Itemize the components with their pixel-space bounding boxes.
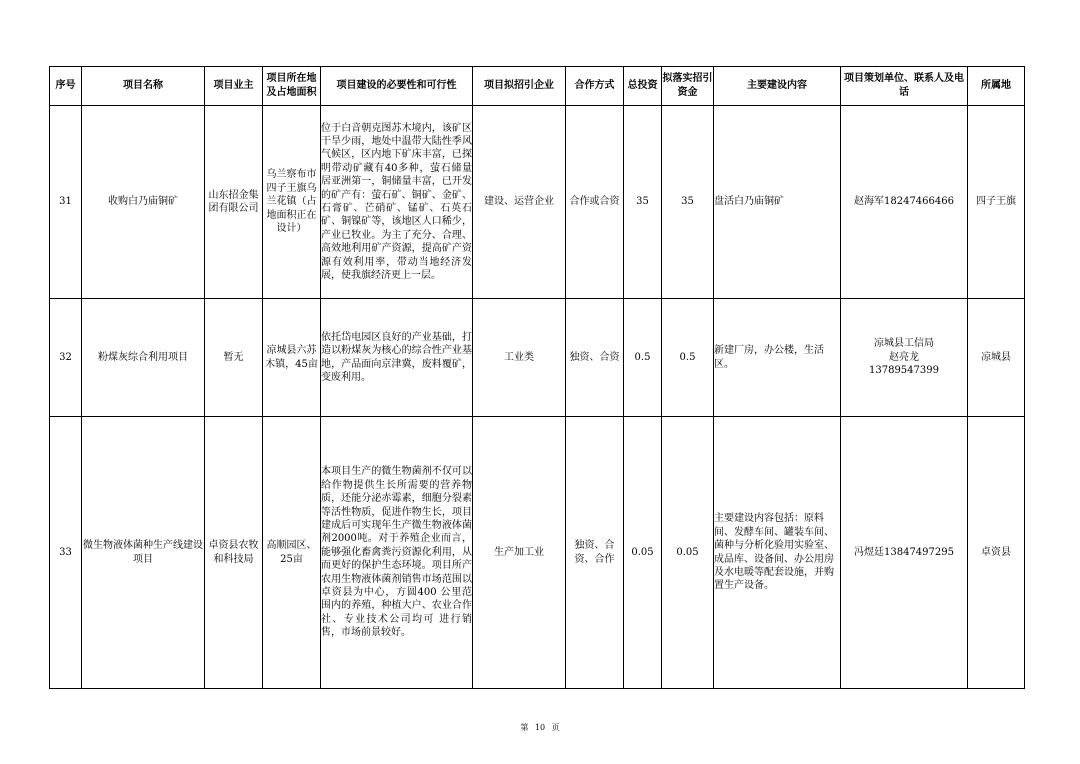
header-cooperation: 合作方式 — [566, 67, 624, 106]
cell-project-name: 粉煤灰综合利用项目 — [82, 299, 205, 417]
cell-no: 31 — [50, 106, 82, 299]
table-row — [50, 106, 1025, 299]
cell-content: 盘活白乃庙铜矿 — [714, 106, 841, 299]
footer-suffix: 页 — [551, 723, 560, 732]
cell-region: 四子王旗 — [968, 106, 1025, 299]
page-number: 10 — [534, 723, 546, 732]
table-row — [50, 417, 1025, 689]
cell-no: 32 — [50, 299, 82, 417]
cell-contact: 赵海军18247466466 — [841, 106, 968, 299]
cell-contact: 冯煜廷13847497295 — [841, 417, 968, 689]
header-region: 所属地 — [968, 67, 1025, 106]
cell-funds: 0.5 — [662, 299, 714, 417]
cell-no: 33 — [50, 417, 82, 689]
header-total-investment: 总投资 — [624, 67, 662, 106]
cell-content: 新建厂房，办公楼，生活区。 — [714, 299, 841, 417]
header-enterprise: 项目拟招引企业 — [473, 67, 566, 106]
header-location: 项目所在地及占地面积 — [263, 67, 321, 106]
header-contact: 项目策划单位、联系人及电话 — [841, 67, 968, 106]
cell-cooperation: 独资、合资 — [566, 299, 624, 417]
header-no: 序号 — [50, 67, 82, 106]
cell-contact: 凉城县工信局 赵亮龙 13789547399 — [841, 299, 968, 417]
cell-feasibility: 依托岱电园区良好的产业基础，打造以粉煤灰为核心的综合性产业基地，产品面向京津冀，废料覆矿，变废利用。 — [321, 299, 473, 417]
cell-total-investment: 0.5 — [624, 299, 662, 417]
cell-funds: 35 — [662, 106, 714, 299]
cell-location: 乌兰察布市四子王旗乌兰花镇（占地面积正在设计） — [263, 106, 321, 299]
project-table — [49, 66, 1025, 689]
cell-enterprise: 建设、运营企业 — [473, 106, 566, 299]
table-row — [50, 299, 1025, 417]
cell-funds: 0.05 — [662, 417, 714, 689]
cell-location: 高顺园区、25亩 — [263, 417, 321, 689]
cell-owner: 山东招金集团有限公司 — [205, 106, 263, 299]
cell-location: 凉城县六苏木镇，45亩 — [263, 299, 321, 417]
page-footer — [0, 722, 1080, 733]
cell-enterprise: 工业类 — [473, 299, 566, 417]
table-header-row — [50, 67, 1025, 106]
cell-cooperation: 独资、合资、合作 — [566, 417, 624, 689]
cell-feasibility: 本项目生产的微生物菌剂不仅可以给作物提供生长所需要的营养物质，还能分泌赤霉素，细胞分裂素等活性物质，促进作物生长，项目建成后可实现年生产微生物液体菌剂2000吨。对于养殖企业而言，能够强化畜禽粪污资源化利用，从而更好的保护生态环境。项目所产农用生物液体菌剂销售市场范围以卓资县为中心，方圆400 公里范围内的养殖，种植大户、农业合作社、专业技术公司均可 进行销售，市场前景较好。 — [321, 417, 473, 689]
cell-feasibility: 位于白音朝克图苏木境内，该矿区干旱少雨，地处中温带大陆性季风气候区，区内地下矿床丰富，已探明带动矿藏有40多种，萤石储量居亚洲第一，铜储量丰富，已开发的矿产有：萤石矿、铜矿、金矿、石膏矿、芒硝矿、锰矿、石英石矿、铜镍矿等，该地区人口稀少，产业已牧业。为主了充分、合理、高效地利用矿产资源，提高矿产资源有效利用率，带动当地经济发展，使我旗经济更上一层。 — [321, 106, 473, 299]
cell-owner: 暂无 — [205, 299, 263, 417]
cell-project-name: 收购白乃庙铜矿 — [82, 106, 205, 299]
cell-content: 主要建设内容包括：原料间、发酵车间、罐装车间、菌种与分析化验用实验室、成品库、设备间、办公用房及水电暖等配套设施，并购置生产设备。 — [714, 417, 841, 689]
header-project-name: 项目名称 — [82, 67, 205, 106]
cell-region: 卓资县 — [968, 417, 1025, 689]
cell-total-investment: 0.05 — [624, 417, 662, 689]
cell-enterprise: 生产加工业 — [473, 417, 566, 689]
cell-project-name: 微生物液体菌种生产线建设项目 — [82, 417, 205, 689]
header-owner: 项目业主 — [205, 67, 263, 106]
cell-total-investment: 35 — [624, 106, 662, 299]
header-funds: 拟落实招引资金 — [662, 67, 714, 106]
header-feasibility: 项目建设的必要性和可行性 — [321, 67, 473, 106]
header-content: 主要建设内容 — [714, 67, 841, 106]
cell-cooperation: 合作或合资 — [566, 106, 624, 299]
footer-prefix: 第 — [520, 723, 529, 732]
cell-region: 凉城县 — [968, 299, 1025, 417]
cell-owner: 卓资县农牧和科技局 — [205, 417, 263, 689]
